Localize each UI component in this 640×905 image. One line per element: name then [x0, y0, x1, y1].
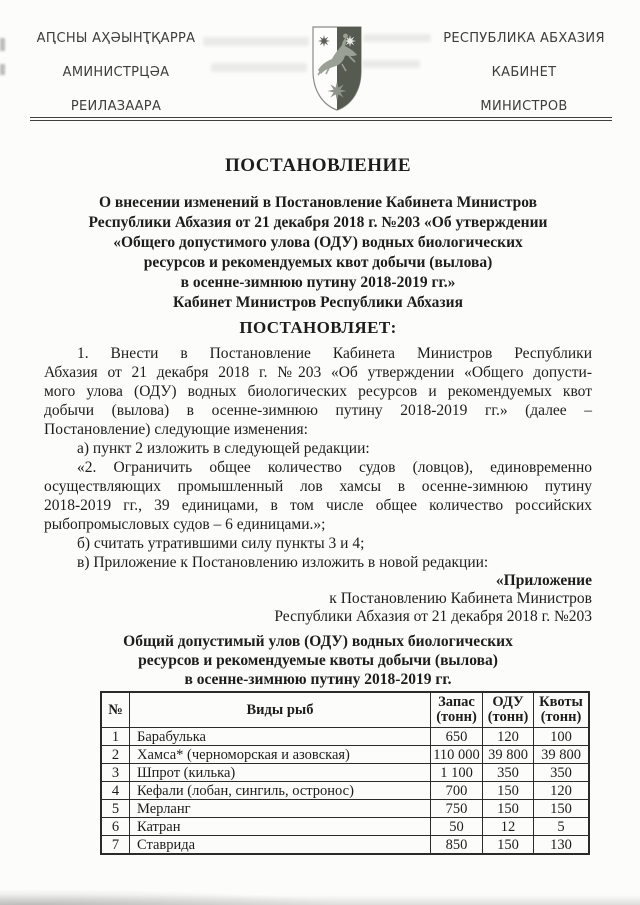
col-header-stock-label: Запас [438, 694, 475, 710]
col-header-odu [483, 692, 534, 728]
body-paragraph-4 [44, 534, 592, 553]
stock-cell: 110 000 [431, 746, 483, 764]
col-header-stock [431, 692, 483, 728]
row-number-cell: 3 [101, 764, 130, 782]
paragraph-line: а) пункт 2 изложить в следующей редакции: [77, 440, 370, 457]
paragraph-line: мого улова (ОДУ) водных биологических ресурсов и рекомендуемых квот [44, 383, 592, 400]
scan-streak [363, 34, 431, 42]
body-paragraph-3 [44, 458, 592, 534]
table-row [101, 746, 589, 764]
letterhead-right-line: РЕСПУБЛИКА АБХАЗИЯ [443, 31, 605, 46]
scan-streak [362, 60, 420, 68]
paragraph-line: «2. Ограничить общее количество судов (ловцов), единовременно [77, 459, 592, 476]
species-cell: Ставрида [130, 836, 431, 855]
table-row [101, 728, 589, 746]
decree-subject-line: Республики Абхазия от 21 декабря 2018 г. №203 «Об утверждении [88, 214, 548, 231]
table-title [44, 632, 592, 689]
col-header-species: Виды рыб [130, 692, 431, 728]
stock-cell: 850 [431, 836, 483, 855]
stock-cell: 700 [431, 782, 483, 800]
row-number-cell: 5 [101, 800, 130, 818]
quota-cell: 100 [534, 728, 590, 746]
table-title-line: в осенне-зимнюю путину 2018-2019 гг. [184, 671, 452, 688]
row-number-cell: 6 [101, 818, 130, 836]
paragraph-line: добычи (вылова) в осенне-зимнюю путину 2018-2019 гг.» (далее – [44, 402, 592, 419]
letterhead-left-line: РЕИЛАЗААРА [70, 99, 162, 114]
col-header-quota-label: Квоты [539, 694, 583, 710]
quota-table [100, 691, 590, 855]
body-paragraph-2 [44, 439, 592, 458]
odu-cell: 12 [483, 818, 534, 836]
scan-streak [203, 37, 309, 46]
abkhazia-coat-of-arms-icon [311, 25, 363, 113]
quota-cell: 130 [534, 836, 590, 855]
decree-subject [44, 193, 592, 293]
scan-mark [0, 38, 5, 51]
row-number-cell: 7 [101, 836, 130, 855]
row-number-cell: 4 [101, 782, 130, 800]
scan-streak [211, 63, 307, 72]
table-row [101, 764, 589, 782]
odu-cell: 39 800 [483, 746, 534, 764]
letterhead [0, 0, 640, 117]
letterhead-right [408, 32, 640, 117]
paragraph-line: рыбопромысловых судов – 6 единицами.»; [44, 516, 326, 533]
paragraph-line: б) считать утратившими силу пункты 3 и 4; [77, 535, 365, 552]
body-paragraph-5 [44, 553, 592, 572]
quota-cell: 120 [534, 782, 590, 800]
paragraph-line: Абхазия от 21 декабря 2018 г. №203 «Об утверждении «Общего допусти- [44, 364, 592, 381]
appendix-line: Республики Абхазия от 21 декабря 2018 г. №203 [274, 608, 592, 625]
species-cell: Катран [130, 818, 431, 836]
col-header-quota [534, 692, 590, 728]
stock-cell: 650 [431, 728, 483, 746]
row-number-cell: 2 [101, 746, 130, 764]
odu-cell: 150 [483, 782, 534, 800]
appendix-line: «Приложение [495, 572, 592, 589]
decree-subject-line: О внесении изменений в Постановление Кабинета Министров [98, 194, 538, 211]
issuer-line: Кабинет Министров Республики Абхазия [173, 294, 463, 311]
odu-cell: 150 [483, 836, 534, 855]
col-header-odu-label: ОДУ [492, 694, 524, 710]
header-divider [30, 117, 612, 121]
odu-cell: 350 [483, 764, 534, 782]
odu-cell: 150 [483, 800, 534, 818]
decree-subject-line: «Общего допустимого улова (ОДУ) водных биологических [113, 234, 523, 251]
paragraph-line: Постановление) следующие изменения: [44, 421, 308, 438]
letterhead-left-line: АМИНИСТРЦӘА [62, 65, 170, 80]
stock-cell: 1 100 [431, 764, 483, 782]
table-title-line: ресурсов и рекомендуемые квоты добычи (вылова) [138, 652, 498, 669]
col-header-unit: (тонн) [487, 709, 529, 725]
species-cell: Мерланг [130, 800, 431, 818]
paragraph-line: осуществляющих промышленный лов хамсы в осенне-зимнюю путину [44, 478, 592, 495]
odu-cell: 120 [483, 728, 534, 746]
species-cell: Барабулька [130, 728, 431, 746]
table-row [101, 818, 589, 836]
quota-table-header [101, 692, 589, 728]
species-cell: Кефали (лобан, сингиль, остронос) [130, 782, 431, 800]
quota-table-body [101, 728, 589, 855]
stock-cell: 50 [431, 818, 483, 836]
stock-cell: 750 [431, 800, 483, 818]
body-paragraph-1 [44, 344, 592, 439]
decree-subject-line: ресурсов и рекомендуемых квот добычи (вылова) [143, 254, 493, 271]
letterhead-left [0, 32, 232, 117]
species-cell: Хамса* (черноморская и азовская) [130, 746, 431, 764]
quota-cell: 5 [534, 818, 590, 836]
paragraph-line: в) Приложение к Постановлению изложить в новой редакции: [77, 554, 489, 571]
quota-cell: 350 [534, 764, 590, 782]
document-body [44, 154, 592, 855]
decree-title: ПОСТАНОВЛЕНИЕ [224, 155, 412, 176]
row-number-cell: 1 [101, 728, 130, 746]
species-cell: Шпрот (килька) [130, 764, 431, 782]
letterhead-left-line: АԤСНЫ АҲӘЫНҬҚАРРА [36, 31, 196, 46]
appendix-line: к Постановлению Кабинета Министров [329, 590, 592, 607]
decree-subject-line: в осенне-зимнюю путину 2018-2019 гг.» [180, 274, 456, 291]
table-row [101, 782, 589, 800]
table-row [101, 800, 589, 818]
table-row [101, 836, 589, 855]
scan-shadow [0, 895, 640, 905]
resolves-heading: ПОСТАНОВЛЯЕТ: [239, 318, 397, 337]
paragraph-line: 1. Внести в Постановление Кабинета Министров Республики [77, 345, 592, 362]
appendix-reference [44, 572, 592, 626]
col-header-number: № [101, 692, 130, 728]
col-header-unit: (тонн) [540, 709, 582, 725]
table-title-line: Общий допустимый улов (ОДУ) водных биологических [123, 633, 513, 650]
scan-mark [0, 64, 5, 75]
paragraph-line: 2018-2019 гг., 39 единицами, в том числе общее количество российских [44, 497, 592, 514]
col-header-unit: (тонн) [436, 709, 477, 725]
quota-cell: 150 [534, 800, 590, 818]
quota-cell: 39 800 [534, 746, 590, 764]
letterhead-right-line: МИНИСТРОВ [480, 99, 568, 114]
letterhead-right-line: КАБИНЕТ [491, 65, 557, 80]
